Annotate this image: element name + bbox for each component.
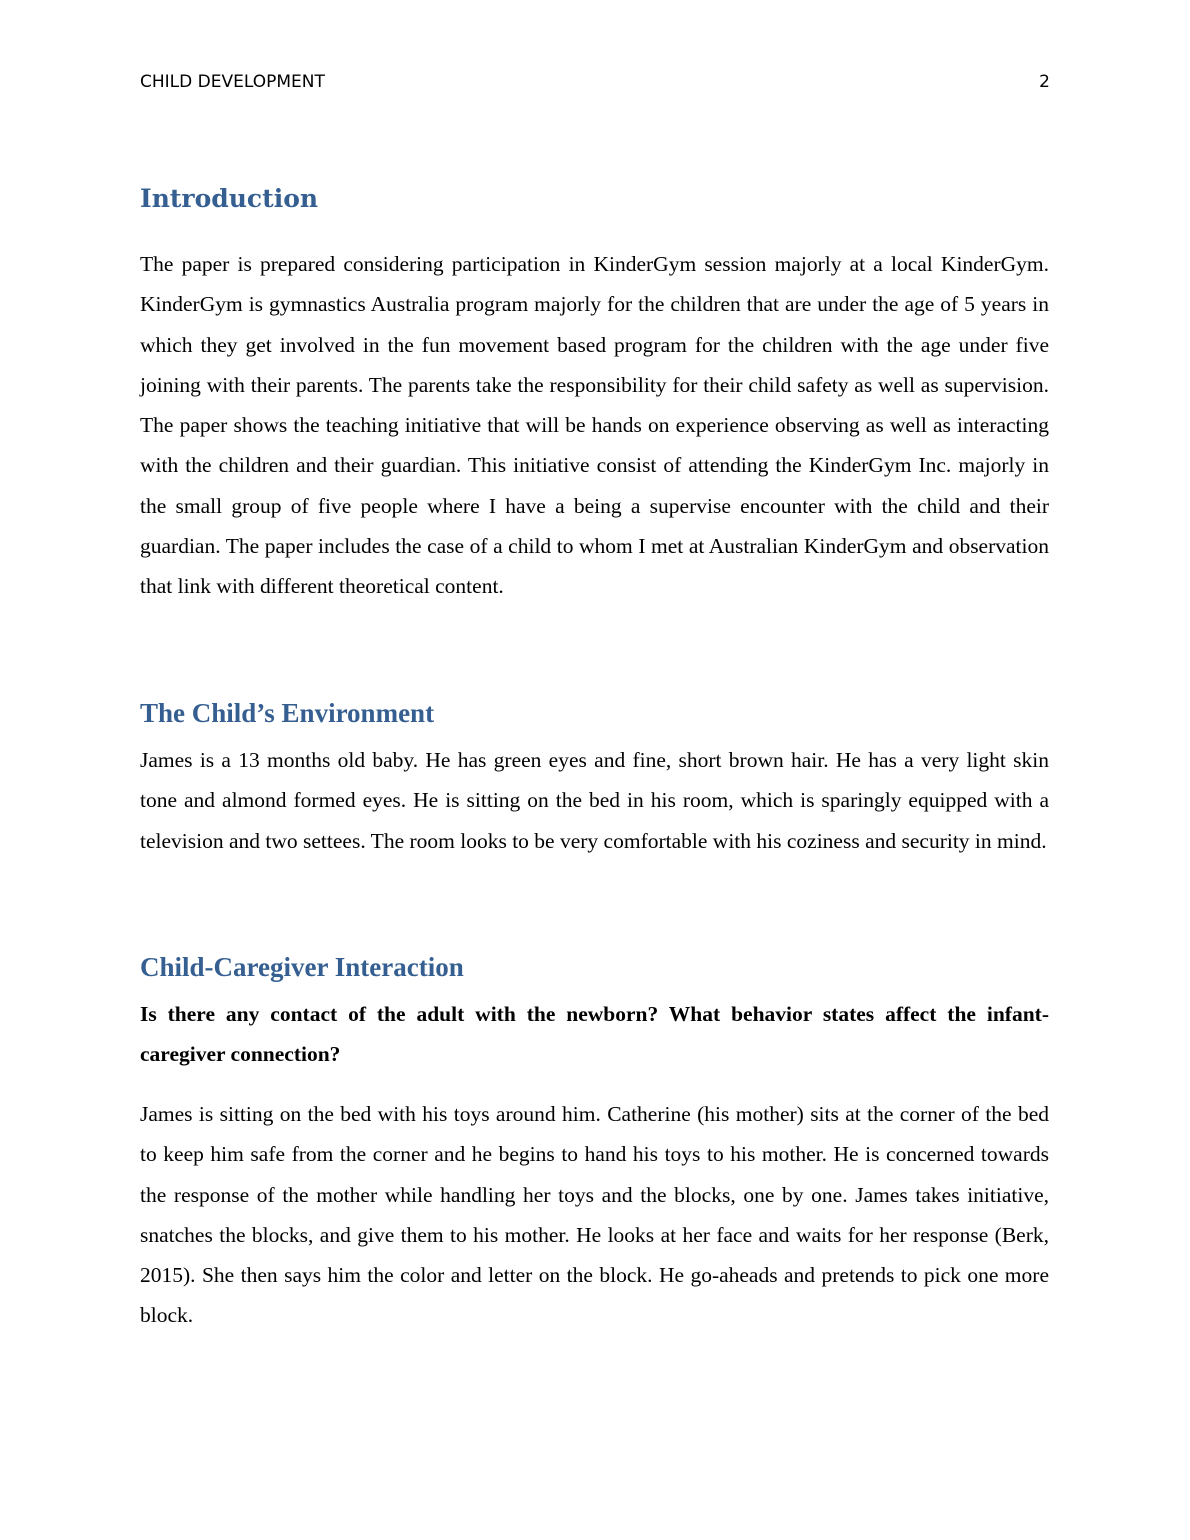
heading-childs-environment: The Child’s Environment — [140, 698, 435, 728]
heading-child-caregiver-interaction: Child-Caregiver Interaction — [140, 952, 464, 982]
page-number: 2 — [1039, 72, 1050, 92]
running-head-title: CHILD DEVELOPMENT — [140, 72, 325, 92]
paragraph-child-caregiver-interaction: James is sitting on the bed with his toys around him. Catherine (his mother) sits at the corner of the bed to keep him safe from the corner and he begins to hand his toys to his mother. He is concerned towards the response of the mother while handling her toys and the blocks, one by one. James takes initiative, snatches the blocks, and give them to his mother. He looks at her face and waits for her response (Berk, 2015). She then says him the color and letter on the block. He go-aheads and pretends to pick one more block. — [140, 1102, 1049, 1328]
paragraph-childs-environment: James is a 13 months old baby. He has green eyes and fine, short brown hair. He has a very light skin tone and almond formed eyes. He is sitting on the bed in his room, which is sparingly equipped with a television and two settees. The room looks to be very comfortable with his coziness and security in mind. — [140, 748, 1049, 853]
question-child-caregiver-contact: Is there any contact of the adult with the newborn? What behavior states affect the infant-caregiver connection? — [140, 1002, 1049, 1067]
paragraph-introduction: The paper is prepared considering participation in KinderGym session majorly at a local KinderGym. KinderGym is gymnastics Australia program majorly for the children that are under the age of 5 years in which they get involved in the fun movement based program for the children with the age under five joining with their parents. The parents take the responsibility for their child safety as well as supervision. The paper shows the teaching initiative that will be hands on experience observing as well as interacting with the children and their guardian. This initiative consist of attending the KinderGym Inc. majorly in the small group of five people where I have a being a supervise encounter with the child and their guardian. The paper includes the case of a child to whom I met at Australian KinderGym and observation that link with different theoretical content. — [140, 252, 1049, 599]
heading-introduction: Introduction — [140, 184, 319, 213]
